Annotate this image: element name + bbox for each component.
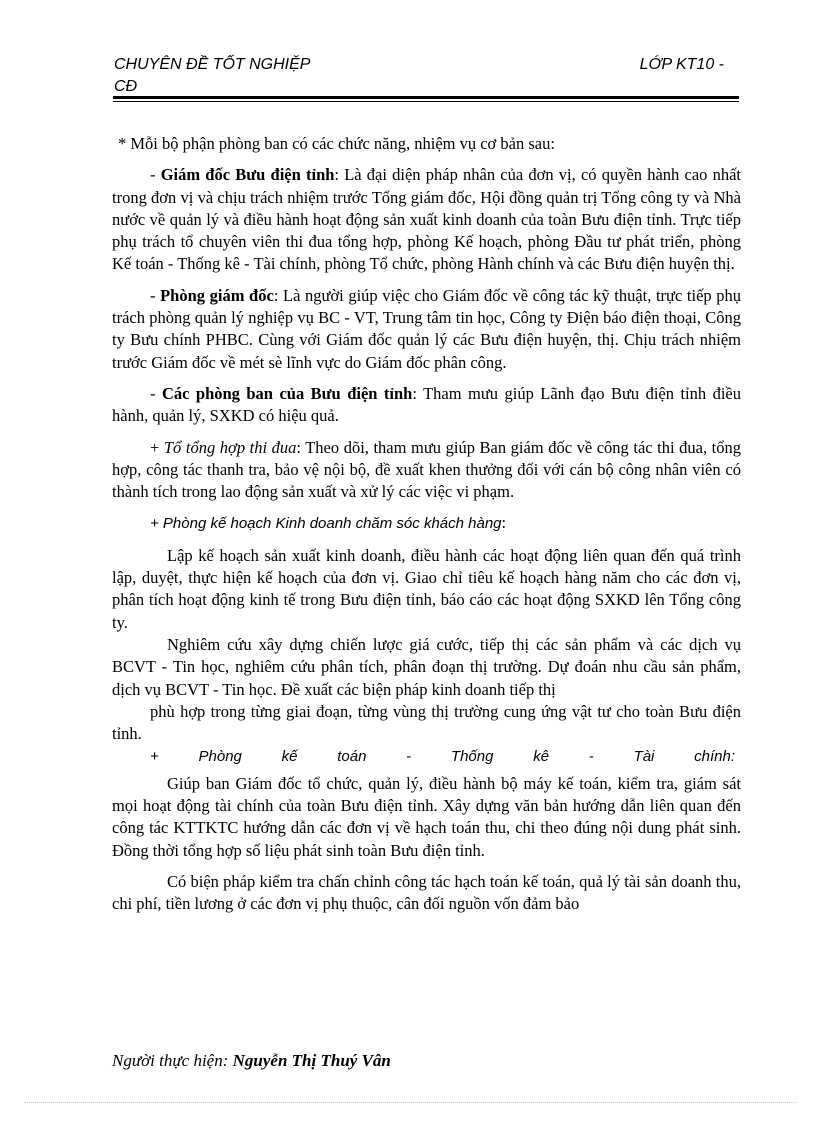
header-rule-thin	[113, 101, 739, 102]
paragraph-phong-giam-doc: - Phòng giám đốc: Là người giúp việc cho Giám đốc về công tác kỹ thuật, trực tiếp phụ trách phòng quản lý nghiệp vụ BC - VT, Trung tâm tin học, Công ty Điện báo điện thoại, Công ty Bưu chính PHBC. Cùng với Giám đốc quản lý các Bưu điện huyện, thị. Chịu trách nhiệm trước Giám đốc về mét sè lĩnh vực do Giám đốc phân công.	[112, 285, 741, 372]
phong-gd-label: Phòng giám đốc	[160, 285, 274, 305]
header-title-cont: CĐ	[114, 78, 138, 95]
giam-doc-label: Giám đốc Bưu điện tỉnh	[160, 165, 335, 185]
paragraph-ke-hoach-1: Lập kế hoạch sản xuất kinh doanh, điều hành các hoạt động liên quan đến quá trình lập, duyệt, thực hiện kế hoạch của đơn vị. Giao chỉ tiêu kế hoạch hàng năm cho các đơn vị, phân tích hoạt động kinh tế trong Bưu điện tỉnh, báo cáo các hoạt động SXKD lên Tổng công ty.	[112, 545, 741, 632]
paragraph-ke-toan-2: Có biện pháp kiểm tra chấn chỉnh công tác hạch toán kế toán, quả lý tài sản doanh thu, chi phí, tiền lương ở các đơn vị phụ thuộc, cân đối nguồn vốn đảm bảo	[112, 871, 741, 914]
page-bottom-divider	[24, 1102, 796, 1103]
footer-label: Người thực hiện:	[112, 1051, 233, 1070]
intro-line: * Mỗi bộ phận phòng ban có các chức năng, nhiệm vụ cơ bản sau:	[118, 134, 555, 153]
paragraph-to-thi-dua: + Tổ tổng hợp thi đua: Theo dõi, tham mưu giúp Ban giám đốc về công tác thi đua, tổng hợp, công tác thanh tra, bảo vệ nội bộ, đề xuất khen thưởng đối với cán bộ công nhân viên có thành tích trong lao động sản xuất và xử lý các việc vi phạm.	[112, 437, 741, 502]
paragraph-ke-toan-1: Giúp ban Giám đốc tổ chức, quản lý, điều hành bộ máy kế toán, kiểm tra, giám sát mọi hoạt động tài chính của toàn Bưu điện tỉnh. Xây dựng văn bản hướng dẫn liên quan đến công tác KTTKTC hướng dẫn các đơn vị về hạch toán thu, chi theo đúng nội dung phát sinh. Đồng thời tổng hợp số liệu phát sinh toàn Bưu điện tỉnh.	[112, 773, 741, 860]
footer-author: Nguyễn Thị Thuý Vân	[232, 1051, 391, 1070]
to-thi-dua-label: Tổ tổng hợp thi đua	[163, 437, 297, 457]
heading-ke-toan	[112, 745, 741, 768]
phong-ban-label: Các phòng ban của Bưu điện tỉnh	[161, 383, 413, 403]
heading-ke-hoach: + Phòng kế hoạch Kinh doanh chăm sóc khách hàng:	[150, 513, 507, 533]
paragraph-ke-hoach-3: phù hợp trong từng giai đoạn, từng vùng thị trường cung ứng vật tư cho toàn Bưu điện tỉnh.	[112, 701, 741, 744]
ke-toan-heading: + Phòng kế toán - Thống kê - Tài chính:	[150, 748, 735, 766]
paragraph-phong-ban: - Các phòng ban của Bưu điện tỉnh: Tham mưu giúp Lãnh đạo Bưu điện tỉnh điều hành, quản lý, SXKD có hiệu quả.	[112, 383, 741, 426]
paragraph-giam-doc: - Giám đốc Bưu điện tỉnh: Là đại diện pháp nhân của đơn vị, có quyền hành cao nhất trong đơn vị và chịu trách nhiệm trước Tổng giám đốc, Hội đồng quản trị Tổng công ty và Nhà nước về quản lý và điều hành hoạt động sản xuất kinh doanh của toàn Bưu điện tỉnh. Trực tiếp phụ trách tổ chuyên viên thi đua tổng hợp, phòng Kế hoạch, phòng Đầu tư phát triển, phòng Kế toán - Thống kê - Tài chính, phòng Tổ chức, phòng Hành chính và các Bưu điện huyện thị.	[112, 165, 741, 274]
phong-ban-text: : Tham mưu giúp Lãnh đạo Bưu điện tỉnh điều hành, quản lý, SXKD có hiệu quả.	[112, 383, 741, 426]
header-class: LỚP KT10 -	[639, 56, 724, 73]
header-rule-thick	[113, 96, 739, 99]
to-thi-dua-text: : Theo dõi, tham mưu giúp Ban giám đốc về công tác thi đua, tổng hợp, công tác thanh tra, bảo vệ nội bộ, đề xuất khen thưởng đối với cán bộ công nhân viên có thành tích trong lao động sản xuất và xử lý các việc vi phạm.	[112, 437, 741, 502]
phong-gd-text: : Là người giúp việc cho Giám đốc về công tác kỹ thuật, trực tiếp phụ trách phòng quản lý nghiệp vụ BC - VT, Trung tâm tin học, Công ty Điện báo điện thoại, Công ty Bưu chính PHBC. Cùng với Giám đốc quản lý các Bưu điện huyện, thị. Chịu trách nhiệm trước Giám đốc về mét sè lĩnh vực do Giám đốc phân công.	[112, 285, 741, 372]
paragraph-ke-hoach-2: Nghiêm cứu xây dựng chiến lược giá cước, tiếp thị các sản phẩm và các dịch vụ BCVT - Tin học, nghiêm cứu phân tích, phân đoạn thị trường. Dự đoán nhu cầu sản phẩm, dịch vụ BCVT - Tin học. Đề xuất các biện pháp kinh doanh tiếp thị	[112, 634, 741, 699]
ke-hoach-heading: + Phòng kế hoạch Kinh doanh chăm sóc khách hàng	[150, 515, 502, 533]
page-footer	[112, 1051, 391, 1071]
document-body	[112, 133, 741, 916]
header-title: CHUYÊN ĐỀ TỐT NGHIỆP	[114, 56, 311, 73]
giam-doc-text: : Là đại diện pháp nhân của đơn vị, có quyền hành cao nhất trong đơn vị và chịu trách nhiệm trước Tổng giám đốc, Hội đồng quản trị Tổng công ty và Nhà nước về quản lý và điều hành hoạt động sản xuất kinh doanh của toàn Bưu điện tỉnh. Trực tiếp phụ trách tổ chuyên viên thi đua tổng hợp, phòng Kế hoạch, phòng Đầu tư phát triển, phòng Kế toán - Thống kê - Tài chính, phòng Tổ chức, phòng Hành chính và các Bưu điện huyện thị.	[112, 165, 741, 274]
